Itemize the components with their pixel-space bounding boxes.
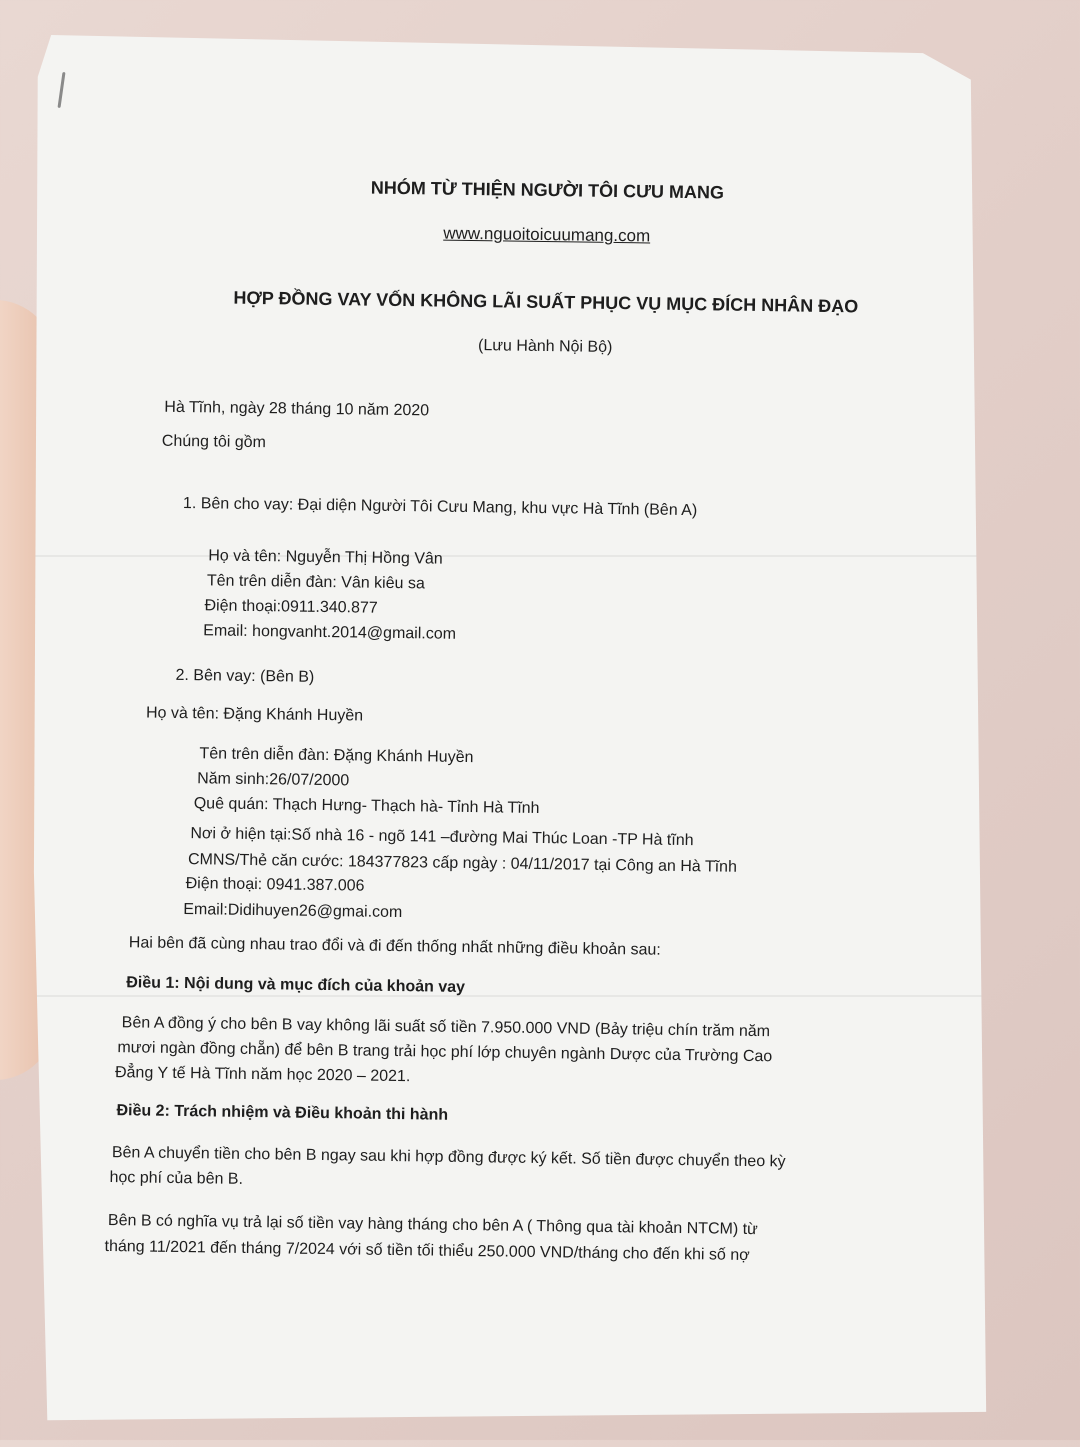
party-b-forum-name: Tên trên diễn đàn: Đặng Khánh Huyền — [199, 745, 474, 767]
contract-title: HỢP ĐỒNG VAY VỐN KHÔNG LÃI SUẤT PHỤC VỤ MỤC ĐÍCH NHÂN ĐẠO — [233, 287, 859, 317]
party-b-birth: Năm sinh:26/07/2000 — [197, 770, 350, 790]
article-1-line: mươi ngàn đồng chẵn) để bên B trang trải học phí lớp chuyên ngành Dược của Trường Cao — [117, 1039, 773, 1066]
article-1-title: Điều 1: Nội dung và mục đích của khoản vay — [126, 974, 466, 996]
article-2-title: Điều 2: Trách nhiệm và Điều khoản thi hành — [116, 1102, 449, 1124]
article-1-line: Đẳng Y tế Hà Tĩnh năm học 2020 – 2021. — [114, 1064, 411, 1086]
party-b-heading: 2. Bên vay: (Bên B) — [175, 666, 315, 686]
org-name: NHÓM TỪ THIỆN NGƯỜI TÔI CƯU MANG — [370, 177, 725, 203]
party-a-name: Họ và tên: Nguyễn Thị Hồng Vân — [208, 547, 443, 568]
article-1-line: Bên A đồng ý cho bên B vay không lãi suất số tiền 7.950.000 VND (Bảy triệu chín trăm năm — [121, 1014, 771, 1041]
party-b-residence: Nơi ở hiện tại:Số nhà 16 - ngõ 141 –đường Mai Thúc Loan -TP Hà tĩnh — [190, 825, 694, 850]
party-a-forum-name: Tên trên diễn đàn: Vân kiêu sa — [206, 572, 425, 593]
party-a-email: Email: hongvanht.2014@gmail.com — [203, 622, 457, 643]
party-b-email: Email:Didihuyen26@gmai.com — [183, 901, 403, 922]
agreement-line: Hai bên đã cùng nhau trao đổi và đi đến thống nhất những điều khoản sau: — [128, 934, 661, 959]
article-2-para1-line: học phí của bên B. — [109, 1169, 244, 1188]
parties-intro: Chúng tôi gồm — [161, 432, 267, 452]
article-2-para2-line: Bên B có nghĩa vụ trả lại số tiền vay hàng tháng cho bên A ( Thông qua tài khoản NTCM) từ — [107, 1212, 758, 1239]
party-b-hometown: Quê quán: Thạch Hưng- Thạch hà- Tỉnh Hà Tĩnh — [193, 795, 540, 818]
party-a-heading: 1. Bên cho vay: Đại diện Người Tôi Cưu Mang, khu vực Hà Tĩnh (Bên A) — [182, 494, 698, 520]
party-b-name: Họ và tên: Đặng Khánh Huyền — [145, 704, 364, 725]
party-a-phone: Điện thoại:0911.340.877 — [204, 597, 378, 617]
article-2-para2-line: tháng 11/2021 đến tháng 7/2024 với số tiền tối thiểu 250.000 VND/tháng cho đến khi số nợ — [104, 1237, 750, 1264]
contract-subtitle: (Lưu Hành Nội Bộ) — [477, 337, 613, 356]
date-line: Hà Tĩnh, ngày 28 tháng 10 năm 2020 — [164, 398, 430, 420]
party-b-id-card: CMNS/Thẻ căn cước: 184377823 cấp ngày : 04/11/2017 tại Công an Hà Tĩnh — [187, 851, 738, 876]
article-2-para1-line: Bên A chuyển tiền cho bên B ngay sau khi hợp đồng được ký kết. Số tiền được chuyển theo kỳ — [111, 1144, 786, 1171]
org-website: www.nguoitoicuumang.com — [443, 223, 651, 246]
party-b-phone: Điện thoại: 0941.387.006 — [185, 875, 365, 895]
